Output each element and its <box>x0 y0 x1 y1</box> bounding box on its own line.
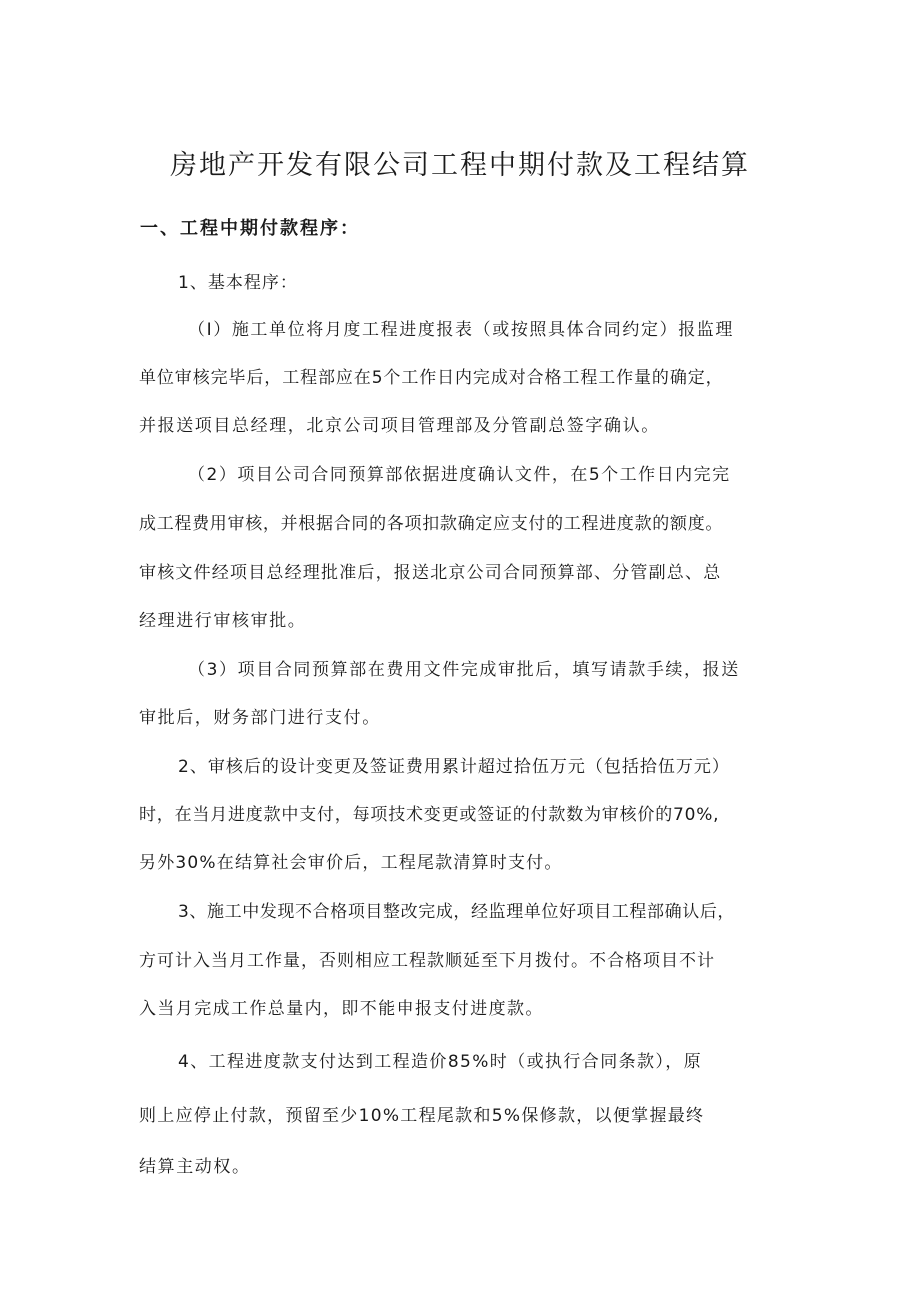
paragraph-line: 单位审核完毕后，工程部应在5个工作日内完成对合格工程工作量的确定， <box>139 368 724 388</box>
paragraph-line: 2、审核后的设计变更及签证费用累计超过拾伍万元（包括拾伍万元） <box>178 757 730 777</box>
paragraph-line: 审批后，财务部门进行支付。 <box>139 708 381 728</box>
paragraph-line: 4、工程进度款支付达到工程造价85%时（或执行合同条款），原 <box>178 1052 703 1072</box>
paragraph-line: 结算主动权。 <box>139 1157 251 1177</box>
paragraph-line: 方可计入当月工作量，否则相应工程款顺延至下月拨付。不合格项目不计 <box>139 951 715 971</box>
paragraph-line: 时，在当月进度款中支付，每项技术变更或签证的付款数为审核价的70%, <box>139 805 720 825</box>
paragraph-line: （I）施工单位将月度工程进度报表（或按照具体合同约定）报监理 <box>188 320 735 340</box>
paragraph-line: 则上应停止付款，预留至少10%工程尾款和5%保修款，以便掌握最终 <box>139 1106 705 1126</box>
paragraph-line: 另外30%在结算社会审价后，工程尾款清算时支付。 <box>139 853 563 873</box>
paragraph-line: 成工程费用审核，并根据合同的各项扣款确定应支付的工程进度款的额度。 <box>139 514 724 534</box>
paragraph-line: 并报送项目总经理，北京公司项目管理部及分管副总签字确认。 <box>139 416 660 436</box>
paragraph-line: 入当月完成工作总量内，即不能申报支付进度款。 <box>139 999 544 1019</box>
section-heading: 一、工程中期付款程序： <box>140 218 360 239</box>
document-title: 房地产开发有限公司工程中期付款及工程结算 <box>170 150 750 181</box>
subsection-heading: 1、基本程序： <box>178 273 298 293</box>
paragraph-line: （2）项目公司合同预算部依据进度确认文件，在5个工作日内完完 <box>188 465 731 485</box>
paragraph-line: （3）项目合同预算部在费用文件完成审批后，填写请款手续，报送 <box>188 660 740 680</box>
paragraph-line: 审核文件经项目总经理批准后，报送北京公司合同预算部、分管副总、总 <box>139 563 722 583</box>
paragraph-line: 经理进行审核审批。 <box>139 611 307 631</box>
paragraph-line: 3、施工中发现不合格项目整改完成，经监理单位好项目工程部确认后， <box>178 902 736 922</box>
